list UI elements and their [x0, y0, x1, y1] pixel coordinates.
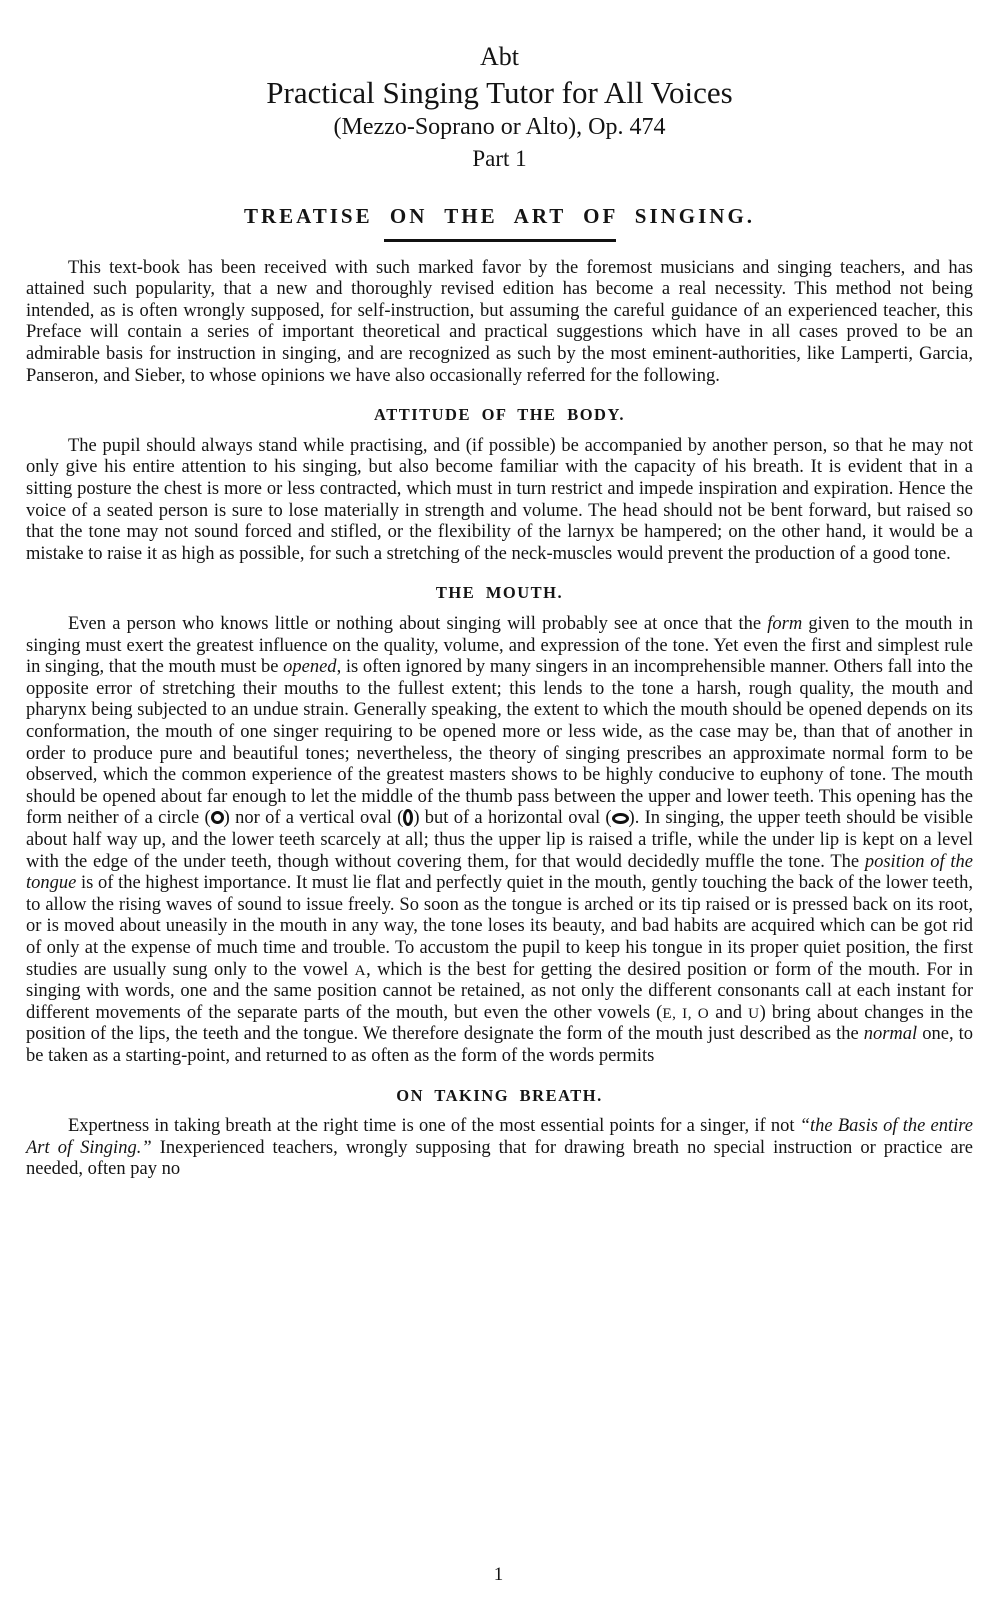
- vertical-oval-symbol: [403, 809, 413, 826]
- smallcaps-run: U: [748, 1004, 760, 1022]
- text-run: and: [709, 1002, 749, 1023]
- italic-run: “the Basis of the entire Art of Singing.”: [26, 1116, 973, 1158]
- book-title: Practical Singing Tutor for All Voices: [266, 74, 733, 110]
- italic-run: position of the tongue: [26, 851, 973, 894]
- text-run: , is often ignored by many singers in an incomprehensible manner. Others fall into the opposite error of stretching their mouths to the fullest extent; this lends to the tone a harsh, rough quality, the mouth and pharynx being subjected to an undue strain. Generally speaking, the extent to which the mouth should be opened depends on its conformation, the mouth of one singer requiring to be opened more or less wide, as the case may be, than that of another in order to produce pure and beautiful tones; nevertheless, the theory of singing prescribes an approximate normal form to be observed, which the common experience of the greatest masters shows to be highly conducive to euphony of tone. The mouth should be opened about far enough to let the middle of the thumb pass between the upper and lower teeth. This opening has the form neither of a circle (: [26, 657, 973, 829]
- circle-symbol: [211, 811, 224, 824]
- section-heading-attitude: ATTITUDE OF THE BODY.: [374, 405, 625, 425]
- text-run: Expertness in taking breath at the right time is one of the most essential points for a singer, if not: [68, 1116, 800, 1137]
- text-run: Inexperienced teachers, wrongly supposing that for drawing breath no special instruction or practice are needed, often pay no: [26, 1137, 973, 1180]
- breath-paragraph: [26, 1116, 973, 1181]
- attitude-paragraph: [26, 436, 973, 566]
- text-run: The pupil should always stand while practising, and (if possible) be accompanied by another person, so that he may not only give his entire attention to his singing, but also become familiar with the capacity of his breath. It is evident that in a sitting posture the chest is more or less contracted, which must in turn restrict and impede inspiration and expiration. Hence the voice of a seated person is sure to lose materially in strength and volume. The head should not be bent forward, but raised so that the tone may not sound forced and stifled, or the flexibility of the larnyx be hampered; on the other hand, it would be a mistake to raise it as high as possible, for such a stretching of the neck-muscles would prevent the production of a good tone.: [26, 435, 973, 564]
- text-run: is of the highest importance. It must lie flat and perfectly quiet in the mouth, gently touching the back of the lower teeth, to allow the rising waves of sound to issue freely. So soon as the tongue is arched or its tip raised or is pressed back on its root, or is moved about uneasily in the mouth in any way, the tone loses its beauty, and bad habits are acquired which can be got rid of only at the expense of much time and trouble. To accustom the pupil to keep his tongue in its proper quiet position, the first studies are usually sung only to the vowel: [26, 873, 973, 980]
- text-run: ) but of a horizontal oval (: [413, 808, 612, 829]
- text-run: ) bring about changes in the position of the lips, the teeth and the tongue. We therefore designate the form of the mouth just described as the: [26, 1002, 973, 1045]
- author-name: Abt: [480, 42, 519, 71]
- text-run: ) nor of a vertical oval (: [223, 808, 404, 829]
- text-run: This text-book has been received with such marked favor by the foremost musicians and singing teachers, and has attained such popularity, that a new and thoroughly revised edition has become a real necessity. This method not being intended, as is often wrongly supposed, for self-instruction, but assuming the careful guidance of an experienced teacher, this Preface will contain a series of important theoretical and practical suggestions which have in all cases proved to be an admirable basis for instruction in singing, and are recognized as such by the most eminent-authorities, like Lamperti, Garcia, Panseron, and Sieber, to whose opinions we have also occasionally referred for the following.: [26, 257, 973, 386]
- italic-run: form: [767, 614, 803, 635]
- smallcaps-run: E, I, O: [662, 1004, 710, 1022]
- text-run: Even a person who knows little or nothing about singing will probably see at once that the: [68, 614, 768, 635]
- book-part: Part 1: [472, 145, 527, 171]
- page-number: 1: [493, 1564, 504, 1585]
- smallcaps-run: A: [354, 961, 367, 979]
- book-subtitle: (Mezzo-Soprano or Alto), Op. 474: [333, 114, 666, 141]
- mouth-paragraph: [26, 614, 973, 1067]
- intro-paragraph: [26, 258, 973, 388]
- text-run: ). In singing, the upper teeth should be visible about half way up, and the lower teeth scarcely at all; thus the upper lip is raised a trifle, while the under lip is kept on a level with the edge of the under teeth, though without covering them, for that would decidedly muffle the tone. The: [26, 808, 974, 872]
- heading-rule: [384, 239, 616, 242]
- page-footer: [0, 1564, 997, 1586]
- horizontal-oval-symbol: [612, 813, 629, 824]
- section-heading-breath: ON TAKING BREATH.: [396, 1085, 603, 1105]
- treatise-heading: TREATISE ON THE ART OF SINGING.: [243, 204, 756, 229]
- text-run: , which is the best for getting the desired position or form of the mouth. For in singing with words, one and the same position cannot be retained, as not only the different consonants call at each instant for different movements of the separate parts of the mouth, but even the other vowels (: [26, 959, 973, 1023]
- italic-run: normal: [863, 1024, 918, 1045]
- text-run: given to the mouth in singing must exert the greatest influence on the quality, volume, and expression of the tone. Yet even the first and simplest rule in singing, that the mouth must be: [26, 614, 973, 678]
- section-heading-mouth: THE MOUTH.: [435, 583, 564, 603]
- title-block: [26, 42, 973, 172]
- italic-run: opened: [283, 657, 337, 678]
- text-run: one, to be taken as a starting-point, and returned to as often as the form of the words permits: [26, 1024, 974, 1066]
